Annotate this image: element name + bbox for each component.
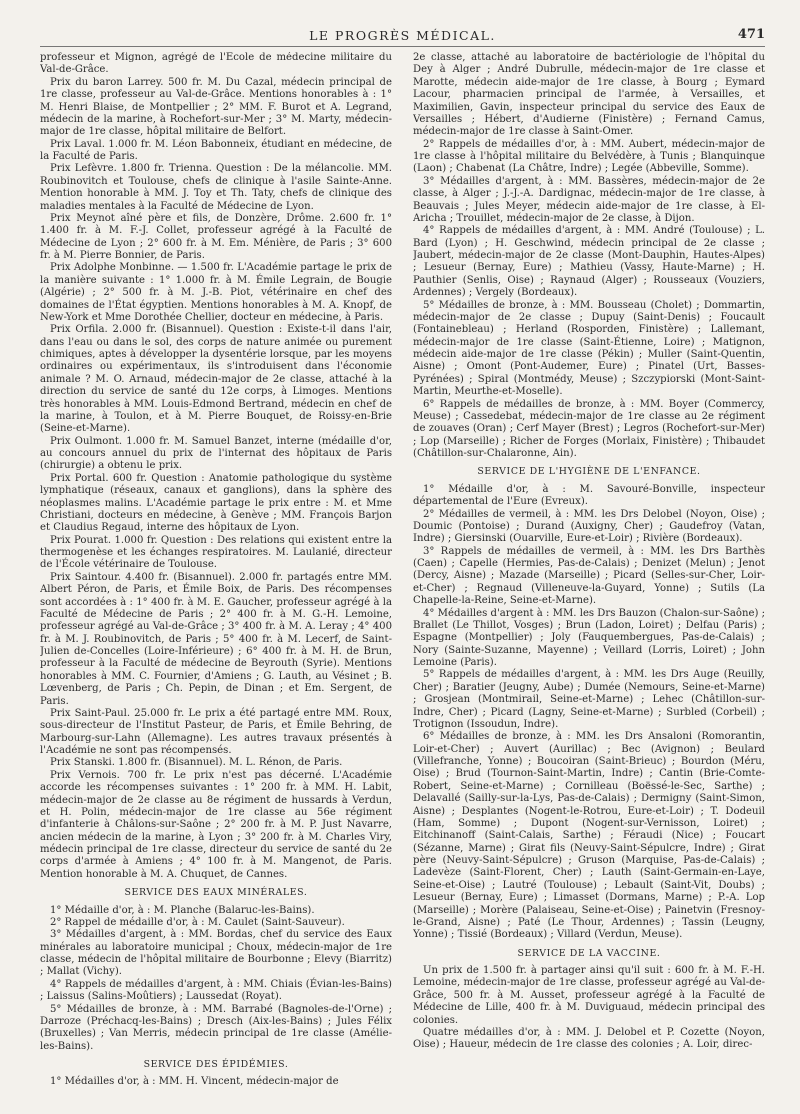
paragraph: Prix Saintour. 4.400 fr. (Bisannuel). 2.000 fr. partagés entre MM. Albert Péron, de Paris, et Émile Boix, de Paris. Des récompenses sont accordées à : 1° 400 fr. à M. E. Gaucher, professeur agrégé à la Faculté de Médecine de Paris ; 2° 400 fr. à M. G.-H. Lemoine, professeur agrégé au Val-de-Grâce ; 3° 400 fr. à M. A. Leray ; 4° 400 fr. à M. J. Roubinovitch, de Paris ; 5° 400 fr. à M. Lecerf, de Saint-Julien de-Concelles (Loire-Inférieure) ; 6° 400 fr. à M. H. de Brun, professeur à la Faculté de médecine de Beyrouth (Syrie). Mentions honorables à MM. C. Fournier, d'Amiens ; G. Lauth, au Vésinet ; B. Lœvenberg, de Paris ; Ch. Pepin, de Dinan ; et Em. Sergent, de Paris.: [40, 571, 392, 707]
paragraph: 2° Rappels de médailles d'or, à : MM. Aubert, médecin-major de 1re classe à l'hôpital militaire du Belvédère, à Tunis ; Blanquinque (Laon) ; Chabenat (La Châtre, Indre) ; Legée (Abbeville, Somme).: [413, 138, 765, 175]
paragraph: Prix Laval. 1.000 fr. M. Léon Babonneix, étudiant en médecine, de la Faculté de Paris.: [40, 138, 392, 162]
section-heading: SERVICE DE L'HYGIÈNE DE L'ENFANCE.: [477, 466, 701, 478]
paragraph: 1° Médailles d'or, à : MM. H. Vincent, médecin-major de: [50, 1076, 339, 1088]
paragraph: Prix Saint-Paul. 25.000 fr. Le prix a été partagé entre MM. Roux, sous-directeur de l'Institut Pasteur, de Paris, et Émile Behring, de Marbourg-sur-Lahn (Allemagne). Les autres travaux présentés à l'Académie ne sont pas récompensés.: [40, 707, 392, 756]
paragraph: 5° Médailles de bronze, à : MM. Bousseau (Cholet) ; Dommartin, médecin-major de 2e classe ; Dupuy (Saint-Denis) ; Foucault (Fontainebleau) ; Herland (Rosporden, Finistère) ; Lallemant, médecin-major de 1re classe (Saint-Étienne, Loire) ; Matignon, médecin aide-major de 1re classe (Pékin) ; Muller (Saint-Quentin, Aisne) ; Omont (Pont-Audemer, Eure) ; Pinatel (Urt, Basses-Pyrénées) ; Spiral (Montmédy, Meuse) ; Szczypiorski (Mont-Saint-Martin, Meurthe-et-Moselle).: [413, 299, 765, 398]
paragraph: Un prix de 1.500 fr. à partager ainsi qu'il suit : 600 fr. à M. F.-H. Lemoine, médecin-major de 1re classe, professeur agrégé au Val-de-Grâce, 500 fr. à M. Ausset, professeur agrégé à la Faculté de Médecine de Lille, 400 fr. à M. Duviguaud, médecin principal des colonies.: [413, 965, 765, 1026]
page-number: 471: [737, 27, 765, 42]
paragraph: 1° Médaille d'or, à : M. Savouré-Bonville, inspecteur départemental de l'Eure (Evreux).: [413, 483, 765, 508]
paragraph: 5° Rappels de médailles d'argent, à : MM. les Drs Auge (Reuilly, Cher) ; Baratier (Jeugny, Aube) ; Dumée (Nemours, Seine-et-Marne) ; Grosjean (Montmirail, Seine-et-Marne) ; Lehec (Châtillon-sur-Indre, Cher) ; Picard (Lagny, Seine-et-Marne) ; Surbled (Corbeil) ; Trotignon (Issoudun, Indre).: [413, 669, 765, 730]
paragraph: Prix Adolphe Monbinne. — 1.500 fr. L'Académie partage le prix de la manière suivante : 1° 1.000 fr. à M. Émile Legrain, de Bougie (Algérie) ; 2° 500 fr. à M. J.-B. Piot, vétérinaire en chef des domaines de l'État égyptien. Mentions honorables à M. A. Knopf, de New-York et Mme Dorothée Chellier, docteur en médecine, à Paris.: [40, 262, 392, 323]
paragraph: 4° Rappels de médailles d'argent, à : MM. André (Toulouse) ; L. Bard (Lyon) ; H. Geschwind, médecin principal de 2e classe ; Jaubert, médecin-major de 2e classe (Mont-Dauphin, Hautes-Alpes) ; Lesueur (Bernay, Eure) ; Mathieu (Vassy, Haute-Marne) ; H. Pauthier (Senlis, Oise) ; Raynaud (Alger) ; Rousseaux (Vouziers, Ardennes) ; Vergely (Bordeaux).: [413, 225, 765, 299]
paragraph: 2° Médailles de vermeil, à : MM. les Drs Delobel (Noyon, Oise) ; Doumic (Pontoise) ; Durand (Auxigny, Cher) ; Gaudefroy (Vatan, Indre) ; Giersinski (Ouarville, Eure-et-Loir) ; Rivière (Bordeaux).: [413, 508, 765, 545]
paragraph: Prix Oulmont. 1.000 fr. M. Samuel Banzet, interne (médaille d'or, au concours annuel du prix de l'internat des hôpitaux de Paris (chirurgie) a obtenu le prix.: [40, 435, 392, 472]
paragraph: 2° Rappel de médaille d'or, à : M. Caulet (Saint-Sauveur).: [50, 916, 345, 928]
paragraph: Prix Vernois. 700 fr. Le prix n'est pas décerné. L'Académie accorde les récompenses suivantes : 1° 200 fr. à MM. H. Labit, médecin-major de 2e classe au 8e régiment de hussards à Verdun, et H. Polin, médecin-major de 1re classe au 56e régiment d'infanterie à Châlons-sur-Saône ; 2° 200 fr. à M. P. Just Navarre, ancien médecin de la marine, à Lyon ; 3° 200 fr. à M. Charles Viry, médecin principal de 1re classe, directeur du service de santé du 2e corps d'armée à Amiens ; 4° 100 fr. à M. Mangenot, de Paris. Mention honorable à M. A. Chuquet, de Cannes.: [40, 769, 392, 880]
paragraph: 3° Rappels de médailles de vermeil, à : MM. les Drs Barthès (Caen) ; Capelle (Hermies, Pas-de-Calais) ; Denizet (Melun) ; Jenot (Dercy, Aisne) ; Mazade (Marseille) ; Picard (Selles-sur-Cher, Loir-et-Cher) ; Regnaud (Villeneuve-la-Guyard, Yonne) ; Sutils (La Chapelle-la-Reine, Seine-et-Marne).: [413, 545, 765, 607]
paragraph: Prix Meynot aîné père et fils, de Donzère, Drôme. 2.600 fr. 1° 1.400 fr. à M. F.-J. Collet, professeur agrégé à la Faculté de Médecine de Lyon ; 2° 600 fr. à M. Em. Ménière, de Paris ; 3° 600 fr. à M. Pierre Bonnier, de Paris.: [40, 212, 392, 261]
paragraph: Prix Stanski. 1.800 fr. (Bisannuel). M. L. Rénon, de Paris.: [50, 757, 343, 769]
paragraph: 6° Rappels de médailles de bronze, à : MM. Boyer (Commercy, Meuse) ; Cassedebat, médecin-major de 1re classe au 2e régiment de zouaves (Oran) ; Cerf Mayer (Brest) ; Legros (Rochefort-sur-Mer) ; Lop (Marseille) ; Richer de Forges (Morlaix, Finistère) ; Thibaudet (Châtillon-sur-Chalaronne, Ain).: [413, 398, 765, 459]
paragraph: 2e classe, attaché au laboratoire de bactériologie de l'hôpital du Dey à Alger ; André Dubrulle, médecin-major de 1re classe et Marotte, médecin aide-major de 1re classe, à Bourg ; Eymard Lacour, pharmacien principal de l'armée, à Versailles, et Maximilien, Gavin, inspecteur principal du service des Eaux de Versailles ; Hébert, d'Audierne (Finistère) ; Fernand Camus, médecin-major de 1re classe à Saint-Omer.: [413, 52, 765, 138]
left-column: [40, 52, 392, 1102]
section-heading: SERVICE DES EAUX MINÉRALES.: [124, 887, 308, 899]
paragraph: Prix du baron Larrey. 500 fr. M. Du Cazal, médecin principal de 1re classe, professeur au Val-de-Grâce. Mentions honorables à : 1° M. Henri Blaise, de Montpellier ; 2° MM. F. Burot et A. Legrand, médecin de la marine, à Rochefort-sur-Mer ; 3° M. Marty, médecin-major de 1re classe, hôpital militaire de Belfort.: [40, 76, 392, 138]
paragraph: 6° Médailles de bronze, à : MM. les Drs Ansaloni (Romorantin, Loir-et-Cher) ; Auvert (Aurillac) ; Bec (Avignon) ; Beulard (Villefranche, Yonne) ; Boucoiran (Saint-Brieuc) ; Bourdon (Méru, Oise) ; Brud (Tournon-Saint-Martin, Indre) ; Cantin (Brie-Comte-Robert, Seine-et-Marne) ; Cornilleau (Boëssé-le-Sec, Sarthe) ; Delavallé (Sailly-sur-la-Lys, Pas-de-Calais) ; Dermigny (Saint-Simon, Aisne) ; Desplantes (Nogent-le-Rotrou, Eure-et-Loir) ; T. Dodeuil (Ham, Somme) ; Dupont (Nogent-sur-Vernisson, Loiret) ; Eitchinanoff (Saint-Calais, Sarthe) ; Féraudi (Nice) ; Foucart (Sézanne, Marne) ; Girat fils (Neuvy-Saint-Sépulcre, Indre) ; Girat père (Neuvy-Saint-Sépulcre) ; Gruson (Marquise, Pas-de-Calais) ; Ladevèze (Saint-Florent, Cher) ; Lauth (Saint-Germain-en-Laye, Seine-et-Oise) ; Lautré (Toulouse) ; Lebault (Saint-Vit, Doubs) ; Lesueur (Bernay, Eure) ; Limasset (Dormans, Marne) ; P.-A. Lop (Marseille) ; Morère (Palaiseau, Seine-et-Oise) ; Painetvin (Fresnoy-le-Grand, Aisne) ; Paté (Le Thour, Ardennes) ; Tassin (Leugny, Yonne) ; Tissié (Bordeaux) ; Villard (Verdun, Meuse).: [413, 731, 765, 941]
running-title: LE PROGRÈS MÉDICAL.: [309, 28, 496, 43]
paragraph: 4° Médailles d'argent à : MM. les Drs Bauzon (Chalon-sur-Saône) ; Brallet (Le Thillot, Vosges) ; Brun (Ladon, Loiret) ; Delfau (Paris) ; Espagne (Montpellier) ; Joly (Fauquembergues, Pas-de-Calais) ; Nory (Sainte-Suzanne, Mayenne) ; Veillard (Lorris, Loiret) ; John Lemoine (Paris).: [413, 607, 765, 668]
right-column: [413, 52, 765, 1102]
page-header: [40, 26, 765, 47]
paragraph: 1° Médaille d'or, à : M. Planche (Balaruc-les-Bains).: [50, 904, 315, 916]
section-heading: SERVICE DE LA VACCINE.: [517, 947, 661, 959]
paragraph: professeur et Mignon, agrégé de l'École de médecine militaire du Val-de-Grâce.: [40, 52, 392, 76]
paragraph: 4° Rappels de médailles d'argent, à : MM. Chiais (Évian-les-Bains) ; Laissus (Salins-Moûtiers) ; Laussedat (Royat).: [40, 978, 392, 1003]
paragraph: 3° Médailles d'argent, à : MM. Bordas, chef du service des Eaux minérales au laboratoire municipal ; Choux, médecin-major de 1re classe, médecin de l'hôpital militaire de Bourbonne ; Elevy (Biarritz) ; Mallat (Vichy).: [40, 929, 392, 978]
paragraph: Prix Orfila. 2.000 fr. (Bisannuel). Question : Existe-t-il dans l'air, dans l'eau ou dans le sol, des corps de nature animée ou purement chimiques, aptes à développer la dysentérie lorsque, par les moyens ordinaires ou expérimentaux, ils s'introduisent dans l'économie animale ? M. O. Arnaud, médecin-major de 2e classe, attaché à la direction du service de santé du 12e corps, à Limoges. Mentions très honorables à MM. Louis-Edmond Bertrand, médecin en chef de la marine, à Toulon, et à M. Pierre Bouquet, de Roissy-en-Brie (Seine-et-Marne).: [40, 324, 392, 435]
paragraph: Quatre médailles d'or, à : MM. J. Delobel et P. Cozette (Noyon, Oise) ; Haueur, médecin de 1re classe des colonies ; A. Loir, direc-: [413, 1026, 765, 1051]
paragraph: Prix Lefèvre. 1.800 fr. Trienna. Question : De la mélancolie. MM. Roubinovitch et Toulouse, chefs de clinique à l'asile Sainte-Anne. Mention honorable à MM. J. Toy et Th. Taty, chefs de clinique des maladies mentales à la Faculté de Médecine de Lyon.: [40, 163, 392, 212]
paragraph: Prix Pourat. 1.000 fr. Question : Des relations qui existent entre la thermogenèse et les échanges respiratoires. M. Laulanié, directeur de l'École vétérinaire de Toulouse.: [40, 534, 392, 571]
paragraph: 5° Médailles de bronze, à : MM. Barrabé (Bagnoles-de-l'Orne) ; Darroze (Préchacq-les-Bains) ; Dresch (Aix-les-Bains) ; Jules Félix (Bruxelles) ; Van Merris, médecin principal de 1re classe (Amélie-les-Bains).: [40, 1003, 392, 1052]
paragraph: Prix Portal. 600 fr. Question : Anatomie pathologique du système lymphatique (réseaux, canaux et ganglions), dans la sphère des néoplasmes malins. L'Académie partage le prix entre : M. et Mme Christiani, docteurs en médecine, à Genève ; MM. François Barjon et Claudius Regaud, interne des hôpitaux de Lyon.: [40, 472, 392, 534]
paragraph: 3° Médailles d'argent, à : MM. Bassères, médecin-major de 2e classe, à Alger ; J.-J.-A. Dardignac, médecin-major de 1re classe, à Beauvais ; Jules Meyer, médecin aide-major de 1re classe, à El-Aricha ; Trouillet, médecin-major de 2e classe, à Dijon.: [413, 175, 765, 224]
section-heading: SERVICE DES ÉPIDÉMIES.: [143, 1059, 289, 1070]
